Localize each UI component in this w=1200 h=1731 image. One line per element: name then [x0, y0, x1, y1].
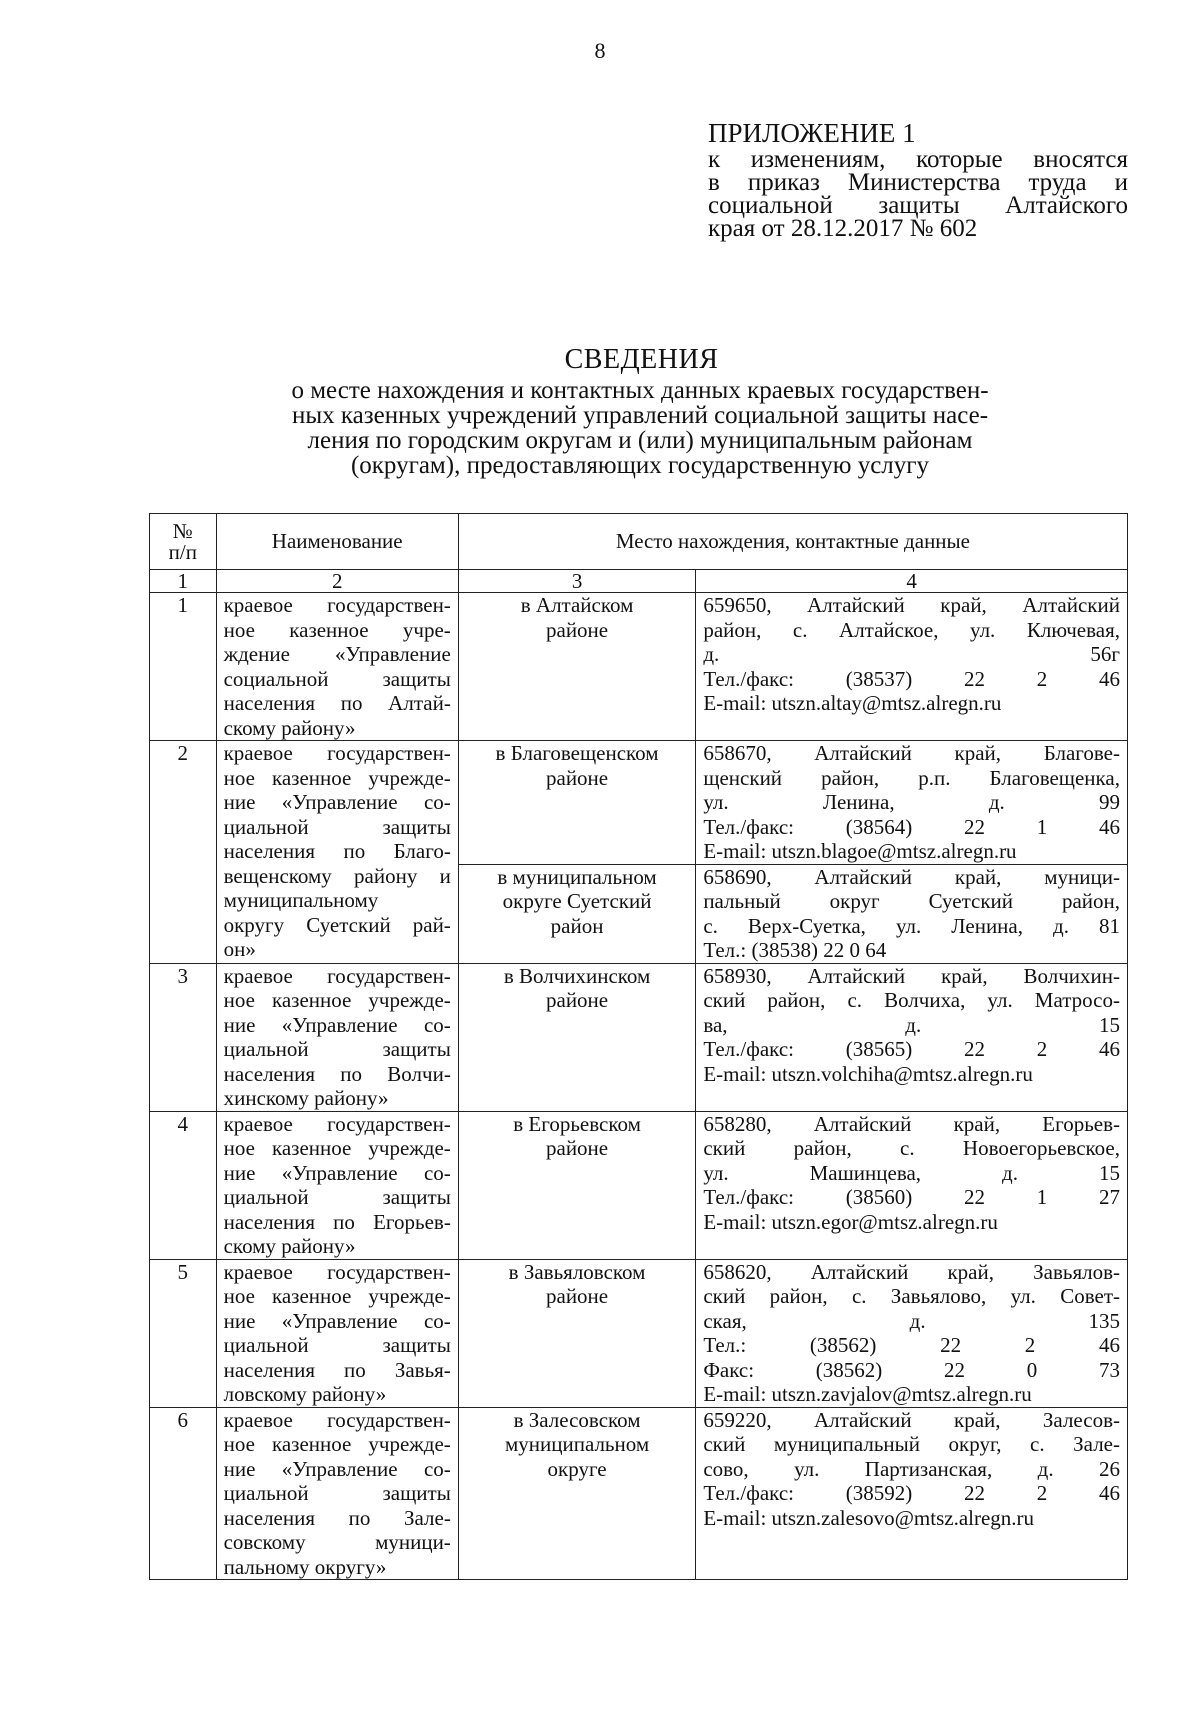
institution-contacts [696, 741, 1128, 865]
area-line: округе Суетский [502, 889, 652, 913]
contact-line: E-mail: utszn.zalesovo@mtsz.alregn.ru [703, 1505, 1035, 1530]
contact-line: 659650, Алтайский край, Алтайский [703, 593, 1120, 617]
area-line: районе [546, 1284, 609, 1308]
contact-line: сово, ул. Партизанская, д. 26 [703, 1456, 1120, 1481]
contact-line: 659220, Алтайский край, Залесов- [703, 1407, 1120, 1432]
contact-line: E-mail: utszn.volchiha@mtsz.alregn.ru [703, 1061, 1033, 1086]
institution-area [458, 741, 696, 865]
area-line: в Залесовском [513, 1407, 641, 1432]
contact-line: Тел./факс: (38565) 22 2 46 [703, 1037, 1120, 1061]
contact-line: ский район, с. Волчиха, ул. Матросо- [703, 988, 1120, 1012]
contact-line: E-mail: utszn.zavjalov@mtsz.alregn.ru [703, 1382, 1032, 1406]
contact-line: ский район, с. Новоегорьевское, [703, 1136, 1120, 1160]
area-line: районе [546, 988, 609, 1012]
area-line: муниципальном [504, 1432, 650, 1456]
institution-name-line: ние «Управление со- [223, 1456, 451, 1481]
table-row [150, 593, 1128, 741]
appendix-line: в приказ Министерства труда и [708, 169, 1128, 196]
header-num-line: п/п [168, 539, 197, 564]
document-title: СВЕДЕНИЯ [564, 344, 719, 375]
contact-line: E-mail: utszn.altay@mtsz.alregn.ru [703, 691, 1002, 715]
table-row [150, 963, 1128, 1111]
institution-name-line: скому району» [223, 1234, 356, 1258]
area-line: в Благовещенском [495, 741, 659, 765]
table-row [150, 1259, 1128, 1407]
institution-contacts [696, 1259, 1128, 1407]
institution-name-line: населения по Волчи- [223, 1061, 451, 1086]
contact-line: ул. Ленина, д. 99 [703, 790, 1120, 814]
contact-line: с. Верх-Суетка, ул. Ленина, д. 81 [703, 913, 1120, 938]
area-line: в Завьяловском [508, 1259, 646, 1284]
institution-area [458, 1407, 696, 1580]
institution-name-line: ное казенное учрежде- [223, 988, 451, 1012]
institution-name-line: ное казенное учрежде- [223, 1136, 451, 1160]
col-number: 3 [458, 570, 696, 593]
contact-line: Тел./факс: (38564) 22 1 46 [703, 814, 1120, 839]
contact-line: 658930, Алтайский край, Волчихин- [703, 963, 1120, 988]
institution-name [216, 963, 458, 1111]
row-number: 2 [150, 741, 217, 964]
institution-name-line: циальной защиты [223, 1333, 451, 1357]
contact-line: Тел./факс: (38592) 22 2 46 [703, 1481, 1120, 1505]
institution-name-line: циальной защиты [223, 1037, 451, 1061]
page-number: 8 [594, 38, 606, 63]
header-num [150, 514, 217, 570]
institution-contacts [696, 593, 1128, 741]
area-line: район [550, 913, 604, 938]
institution-name-line: ное казенное учрежде- [223, 765, 451, 790]
contact-line: ул. Машинцева, д. 15 [703, 1160, 1120, 1185]
area-line: в Егорьевском [513, 1111, 641, 1136]
contact-line: щенский район, р.п. Благовещенка, [703, 765, 1120, 790]
contact-line: 658690, Алтайский край, муници- [703, 864, 1120, 889]
institution-name-line: населения по Егорьев- [223, 1209, 451, 1234]
institution-name [216, 1407, 458, 1580]
contact-line: 658620, Алтайский край, Завьялов- [703, 1259, 1120, 1284]
institution-name [216, 1111, 458, 1259]
area-line: в Алтайском [520, 593, 634, 617]
institution-name-line: скому району» [223, 715, 356, 740]
institution-contacts [696, 864, 1128, 963]
institution-name-line: вещенскому району и [223, 863, 451, 888]
institution-name [216, 593, 458, 741]
contact-line: 658280, Алтайский край, Егорьев- [703, 1111, 1120, 1136]
area-line: в Волчихинском [503, 963, 651, 988]
institution-name-line: населения по Зале- [223, 1505, 451, 1530]
subtitle-line: о месте нахождения и контактных данных краевых государствен- [291, 377, 989, 404]
institution-name-line: циальной защиты [223, 814, 451, 839]
col-number: 2 [216, 570, 458, 593]
area-line: районе [546, 617, 609, 642]
institution-area [458, 963, 696, 1111]
institution-name-line: ное казенное учрежде- [223, 1432, 451, 1456]
institutions-table [149, 513, 1128, 1580]
institution-contacts [696, 1407, 1128, 1580]
document-subtitle [230, 378, 1050, 478]
contact-line: ский район, с. Завьялово, ул. Совет- [703, 1284, 1120, 1308]
appendix-line: к изменениям, которые вносятся [708, 146, 1128, 173]
contact-line: ва, д. 15 [703, 1012, 1120, 1037]
subtitle-line: ления по городским округам и (или) муниципальным районам [307, 427, 973, 454]
area-line: районе [546, 765, 609, 790]
area-line: округе [547, 1456, 607, 1481]
row-number: 4 [150, 1111, 217, 1259]
institution-area [458, 864, 696, 963]
col-number: 4 [696, 570, 1128, 593]
header-num-line: № [172, 518, 193, 543]
appendix-line: социальной защиты Алтайского [708, 192, 1128, 219]
institution-name-line: ние «Управление со- [223, 1160, 451, 1185]
institution-name-line: социальной защиты [223, 666, 451, 691]
contact-line: E-mail: utszn.blagoe@mtsz.alregn.ru [703, 839, 1017, 863]
subtitle-line: (округам), предоставляющих государственную услугу [350, 452, 930, 479]
table-row [150, 1407, 1128, 1580]
institution-name-line: совскому муници- [223, 1530, 451, 1554]
contact-line: Тел./факс: (38560) 22 1 27 [703, 1185, 1120, 1209]
institution-name-line: краевое государствен- [223, 963, 451, 988]
appendix-block [708, 118, 1128, 240]
institution-name-line: краевое государствен- [223, 1407, 451, 1432]
institution-contacts [696, 1111, 1128, 1259]
institution-name-line: населения по Благо- [223, 839, 451, 863]
contact-line: д. 56г [703, 642, 1120, 666]
institution-name-line: краевое государствен- [223, 1111, 451, 1136]
column-numbers-row [150, 570, 1128, 593]
institution-name-line: ждение «Управление [223, 642, 451, 666]
institution-name-line: ное казенное учре- [223, 617, 451, 642]
contact-line: 658670, Алтайский край, Благове- [703, 741, 1120, 765]
contact-line: Факс: (38562) 22 0 73 [703, 1357, 1120, 1382]
contact-line: пальный округ Суетский район, [703, 889, 1120, 913]
institution-name-line: ние «Управление со- [223, 1012, 451, 1037]
table-row [150, 741, 1128, 865]
area-line: в муниципальном [497, 864, 657, 889]
institution-name-line: краевое государствен- [223, 741, 451, 765]
institution-name-line: ние «Управление со- [223, 1308, 451, 1333]
appendix-line: края от 28.12.2017 № 602 [708, 215, 978, 242]
institution-area [458, 593, 696, 741]
contact-line: ская, д. 135 [703, 1308, 1120, 1333]
row-number: 5 [150, 1259, 217, 1407]
appendix-heading: ПРИЛОЖЕНИЕ 1 [708, 118, 916, 148]
institution-area [458, 1111, 696, 1259]
institution-name-line: хинскому району» [223, 1086, 389, 1110]
institution-name [216, 741, 458, 964]
institution-name-line: ние «Управление со- [223, 790, 451, 814]
institution-name-line: циальной защиты [223, 1185, 451, 1209]
institution-name-line: муниципальному [223, 888, 379, 912]
institution-area [458, 1259, 696, 1407]
institution-name-line: краевое государствен- [223, 593, 451, 617]
row-number: 6 [150, 1407, 217, 1580]
institution-name [216, 1259, 458, 1407]
contact-line: ский муниципальный округ, с. Зале- [703, 1432, 1120, 1456]
institution-name-line: пальному округу» [223, 1554, 387, 1579]
institution-name-line: ловскому району» [223, 1382, 387, 1406]
contact-line: Тел.: (38538) 22 0 64 [703, 938, 887, 962]
contact-line: район, с. Алтайское, ул. Ключевая, [703, 617, 1120, 642]
contact-line: Тел./факс: (38537) 22 2 46 [703, 666, 1120, 691]
area-line: районе [546, 1136, 609, 1160]
contact-line: Тел.: (38562) 22 2 46 [703, 1333, 1120, 1357]
institution-contacts [696, 963, 1128, 1111]
header-location: Место нахождения, контактные данные [458, 514, 1127, 570]
institution-name-line: округу Суетский рай- [223, 912, 451, 937]
table-row [150, 1111, 1128, 1259]
institution-name-line: ное казенное учрежде- [223, 1284, 451, 1308]
row-number: 1 [150, 593, 217, 741]
contact-line: E-mail: utszn.egor@mtsz.alregn.ru [703, 1209, 998, 1234]
institution-name-line: краевое государствен- [223, 1259, 451, 1284]
table-header-row [150, 514, 1128, 570]
header-name: Наименование [216, 514, 458, 570]
institution-name-line: населения по Завья- [223, 1357, 451, 1382]
subtitle-line: ных казенных учреждений управлений социальной защиты насе- [291, 402, 989, 429]
row-number: 3 [150, 963, 217, 1111]
col-number: 1 [150, 570, 217, 593]
institution-name-line: циальной защиты [223, 1481, 451, 1505]
institution-name-line: он» [223, 937, 256, 961]
institution-name-line: населения по Алтай- [223, 691, 451, 715]
